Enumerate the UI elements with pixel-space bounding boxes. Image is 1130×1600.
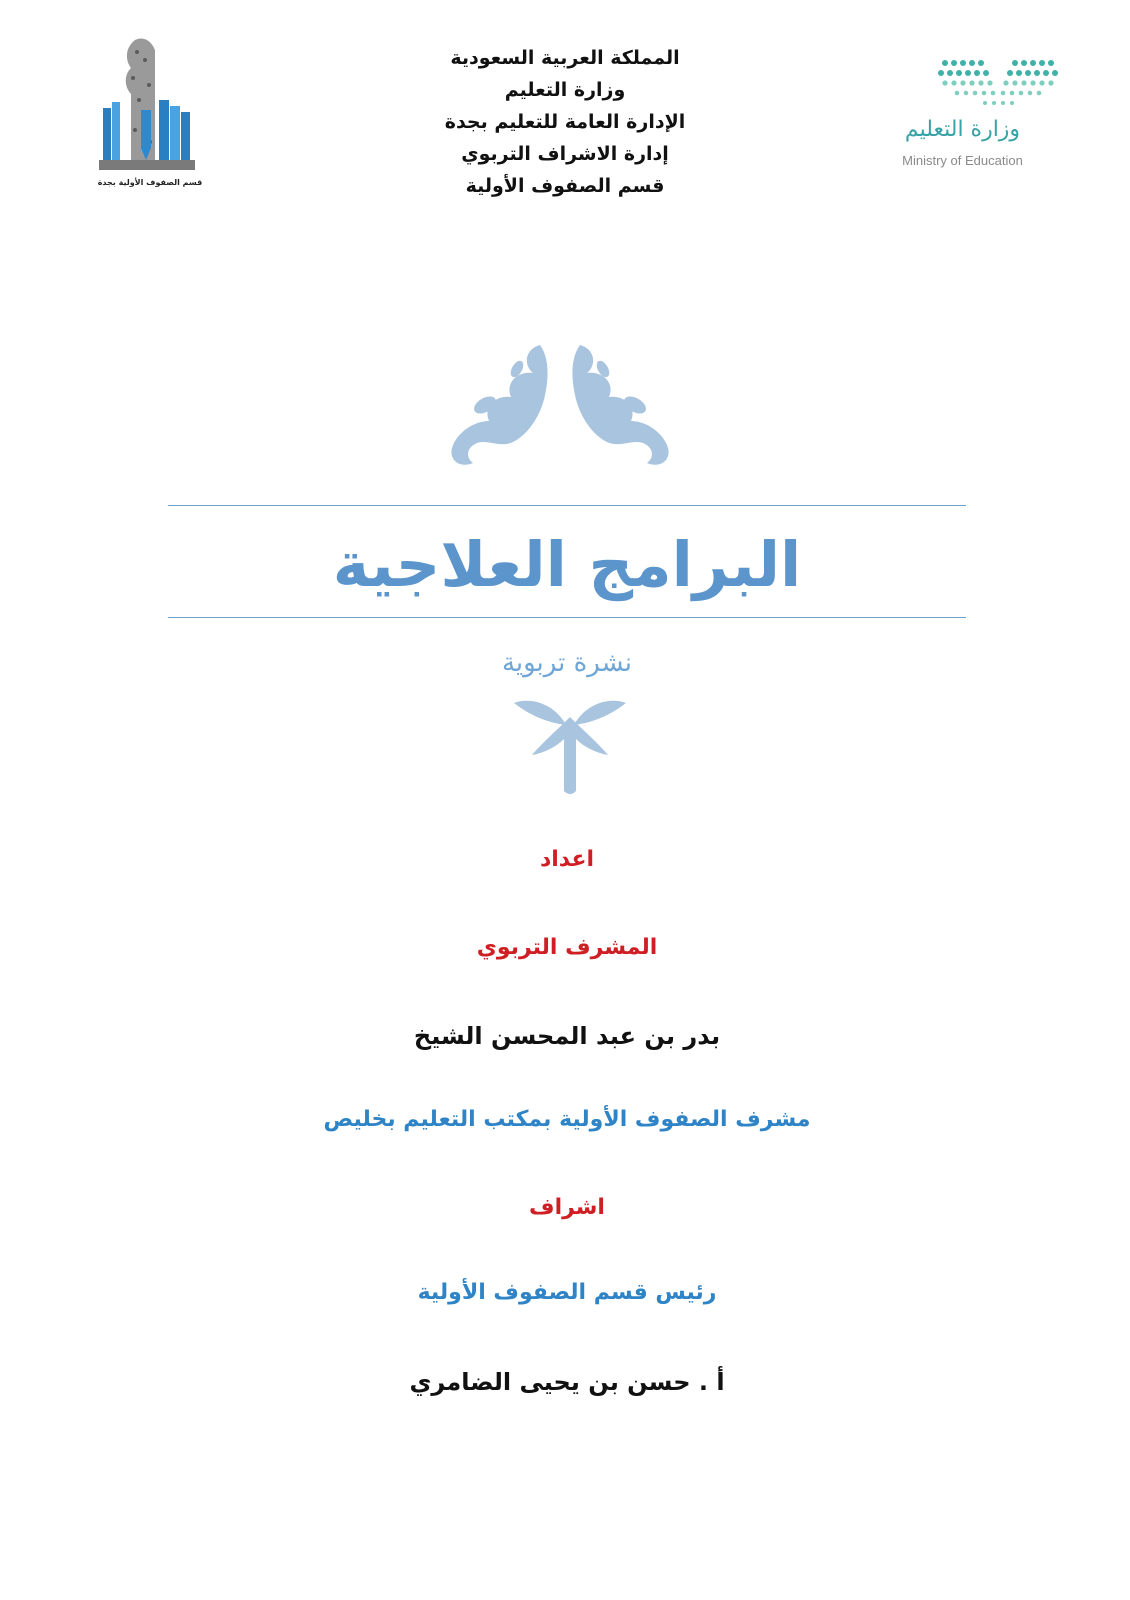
prepared-by-name: بدر بن عبد المحسن الشيخ [413, 1022, 721, 1050]
title-rule-bottom [168, 617, 966, 618]
ministry-dots-icon [895, 55, 1085, 111]
cover-title: البرامج العلاجية [332, 528, 802, 601]
cover-subtitle: نشرة تربوية [501, 648, 633, 678]
department-logo [95, 30, 205, 190]
leaf-ornament-icon [510, 695, 630, 795]
floral-ornament-icon [445, 335, 675, 475]
ministry-name-arabic: وزارة التعليم [904, 117, 1021, 142]
header-line-ministry: وزارة التعليم [504, 79, 626, 101]
header-text-block [365, 42, 765, 202]
ministry-logo [895, 45, 1085, 185]
header-line-country: المملكة العربية السعودية [450, 47, 680, 69]
header-line-directorate: الإدارة العامة للتعليم بجدة [444, 111, 686, 133]
prepared-by-title: مشرف الصفوف الأولية بمكتب التعليم بخليص [323, 1107, 811, 1132]
supervision-label: اشراف [529, 1195, 605, 1220]
department-emblem-icon [95, 30, 205, 180]
header-line-department: قسم الصفوف الأولية [465, 175, 665, 197]
title-rule-top [168, 505, 966, 506]
ministry-name-english: Ministry of Education [902, 153, 1023, 168]
header-line-supervision: إدارة الاشراف التربوي [461, 143, 669, 165]
supervisor-name: أ . حسن بن يحيى الضامري [409, 1368, 725, 1396]
department-logo-caption: قسم الصفوف الأولية بجدة [97, 178, 203, 187]
prepared-by-role: المشرف التربوي [476, 935, 658, 960]
supervisor-role: رئيس قسم الصفوف الأولية [417, 1280, 717, 1305]
prepared-by-label: اعداد [539, 847, 595, 872]
